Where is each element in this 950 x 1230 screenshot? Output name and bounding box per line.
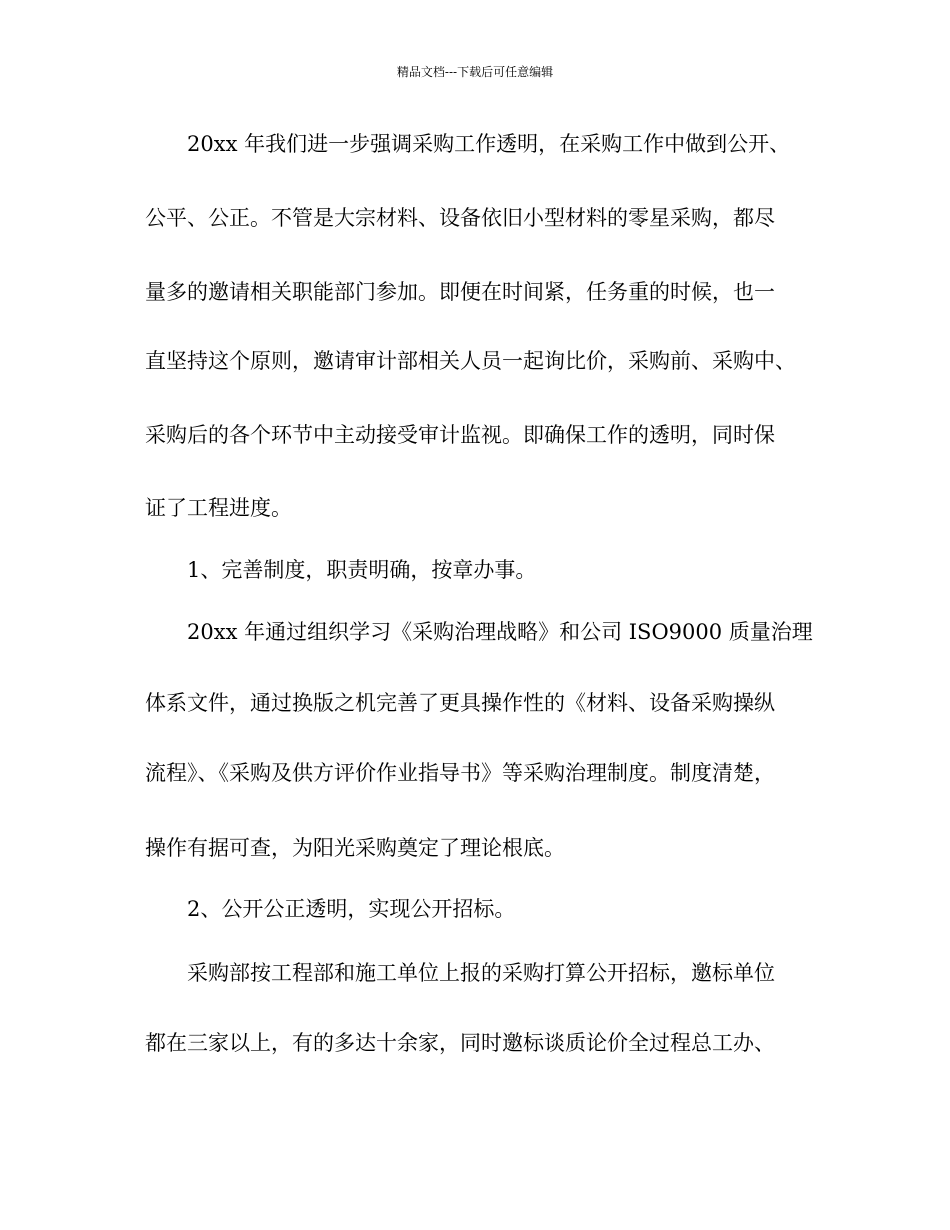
paragraph-line-4: 直坚持这个原则，邀请审计部相关人员一起询比价，采购前、采购中、 bbox=[145, 349, 796, 373]
section-heading-2: 2、公开公正透明，实现公开招标。 bbox=[187, 897, 516, 921]
paragraph-line-11: 操作有据可查，为阳光采购奠定了理论根底。 bbox=[145, 836, 565, 860]
paragraph-line-1: 20xx 年我们进一步强调采购工作透明，在采购工作中做到公开、 bbox=[187, 132, 791, 156]
page-header: 精品文档---下载后可任意编辑 bbox=[396, 65, 554, 79]
paragraph-line-3: 量多的邀请相关职能部门参加。即便在时间紧，任务重的时候，也一 bbox=[145, 280, 775, 304]
paragraph-line-8: 20xx 年通过组织学习《采购治理战略》和公司 ISO9000 质量治理 bbox=[187, 620, 813, 644]
paragraph-line-14: 都在三家以上，有的多达十余家，同时邀标谈质论价全过程总工办、 bbox=[145, 1031, 775, 1055]
paragraph-line-5: 采购后的各个环节中主动接受审计监视。即确保工作的透明，同时保 bbox=[145, 423, 775, 447]
paragraph-line-2: 公平、公正。不管是大宗材料、设备依旧小型材料的零星采购，都尽 bbox=[145, 206, 775, 230]
paragraph-line-13: 采购部按工程部和施工单位上报的采购打算公开招标，邀标单位 bbox=[187, 961, 775, 985]
section-heading-1: 1、完善制度，职责明确，按章办事。 bbox=[187, 558, 537, 582]
paragraph-line-6: 证了工程进度。 bbox=[145, 496, 292, 520]
paragraph-line-9: 体系文件，通过换版之机完善了更具操作性的《材料、设备采购操纵 bbox=[145, 691, 775, 715]
paragraph-line-10: 流程》、《采购及供方评价作业指导书》等采购治理制度。制度清楚， bbox=[145, 761, 775, 785]
